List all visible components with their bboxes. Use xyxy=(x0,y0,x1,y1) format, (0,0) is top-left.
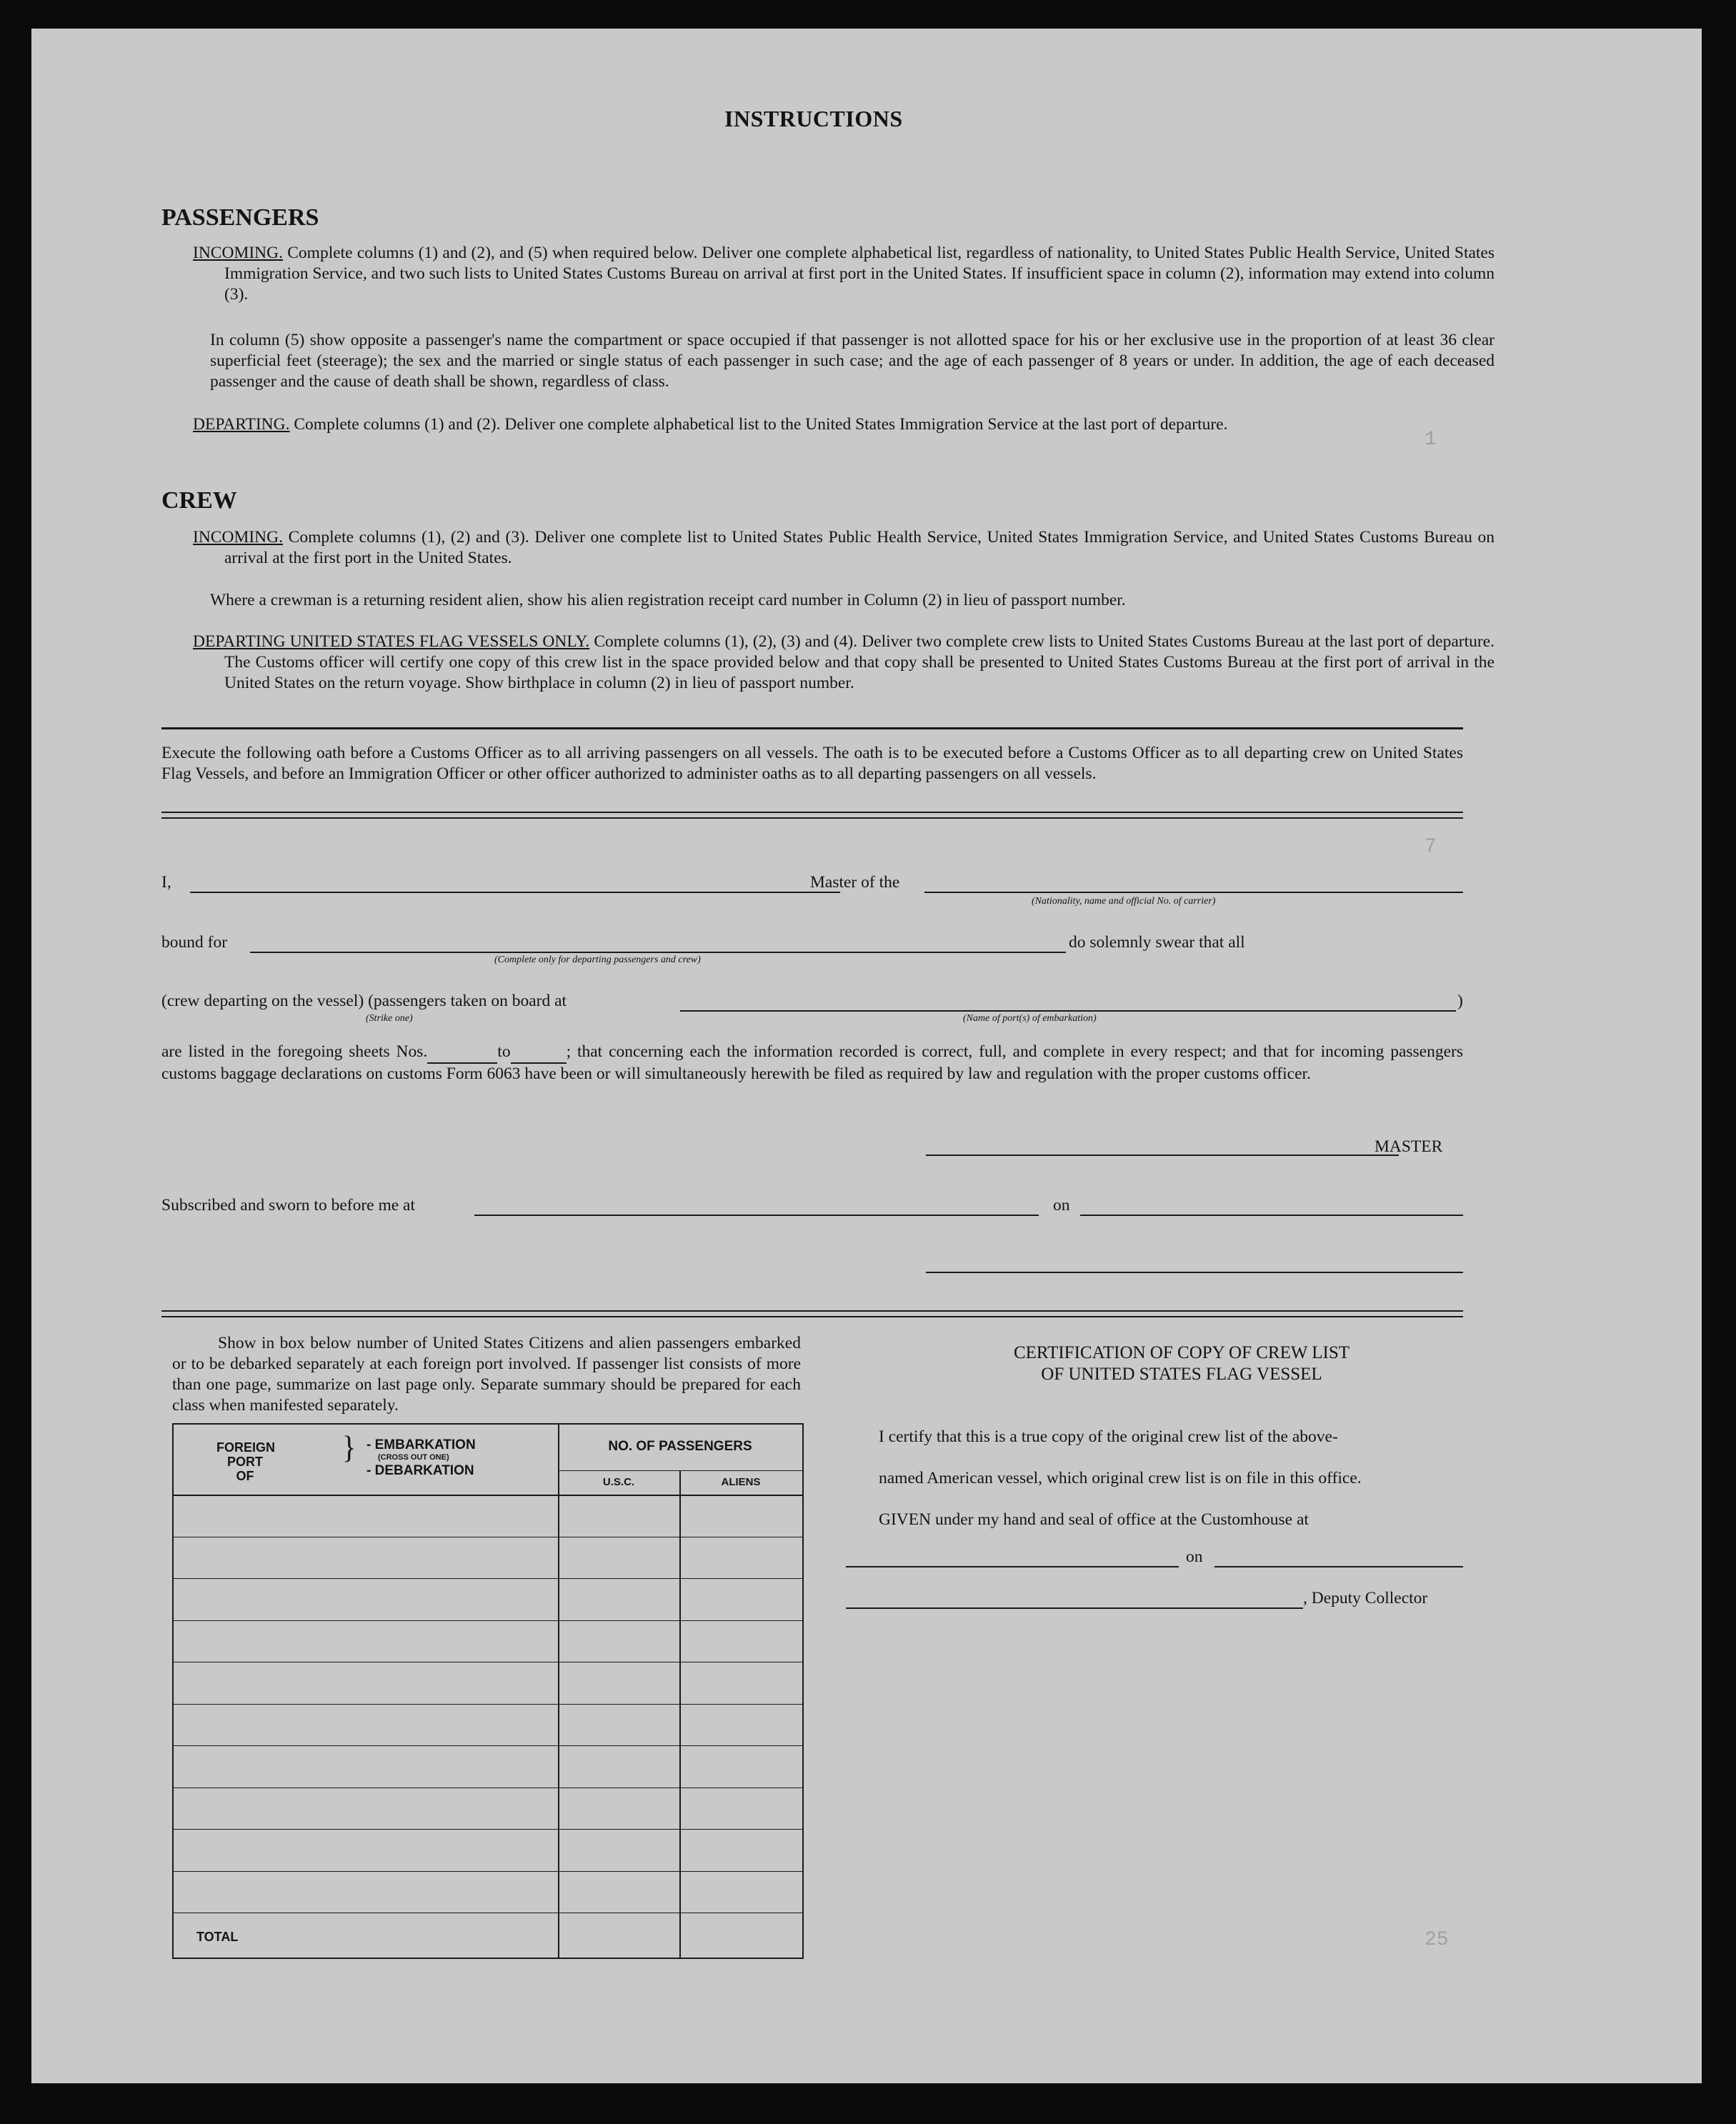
passengers-incoming-text: Complete columns (1) and (2), and (5) when required below. Deliver one complete alphabetical list, regardless of nationality, to United States Public Health Service, United States Immigration Service, and two such lists to United States Customs Bureau on arrival at first port in the United States. If insufficient space in column (2), information may extend into column (3). xyxy=(224,244,1495,304)
passengers-column5: In column (5) show opposite a passenger's name the compartment or space occupied if that passenger is not allotted space for his or her exclusive use in the proportion of at least 36 clear superficial feet (steerage); the sex and the married or single status of each passenger in such case; and the age of each passenger of 8 years or under. In addition, the age of each deceased passenger and the cause of death shall be shown, regardless of class. xyxy=(210,331,1495,391)
officer-signature-field[interactable] xyxy=(926,1272,1463,1273)
crew-heading: CREW xyxy=(161,487,237,514)
master-name-field[interactable] xyxy=(190,892,840,893)
crew-passengers-text: (crew departing on the vessel) (passengers taken on board at xyxy=(161,992,567,1010)
hdr-debarkation: - DEBARKATION xyxy=(366,1463,474,1478)
close-paren: ) xyxy=(1457,992,1463,1010)
cert-heading-2: OF UNITED STATES FLAG VESSEL xyxy=(1041,1365,1322,1384)
table-cell-usc[interactable] xyxy=(558,1662,679,1704)
complete-only-caption: (Complete only for departing passengers and crew) xyxy=(494,954,701,965)
hdr-usc: U.S.C. xyxy=(602,1476,635,1488)
table-cell-port[interactable] xyxy=(174,1495,558,1537)
summary-instructions: Show in box below number of United States Citizens and alien passengers embarked or to be debarked separately at each foreign port involved. If passenger list consists of more than one page, summarize on last page only. Separate summary should be prepared for each class when manifested separately. xyxy=(172,1334,801,1415)
deputy-collector-label: , Deputy Collector xyxy=(1303,1589,1428,1607)
crew-departing-text: Complete columns (1), (2), (3) and (4). Deliver two complete crew lists to United States Customs Bureau at the last port of departure. The Customs officer will certify one copy of this crew list in the space provided below and that copy shall be presented to United States Customs Bureau at the first port of arrival in the United States on the return voyage. Show birthplace in column (2) in lieu of passport number. xyxy=(224,632,1495,692)
crew-departing xyxy=(193,632,1495,694)
sheet-to-field[interactable] xyxy=(511,1042,567,1064)
cert-certify-2: named American vessel, which original crew list is on file in this office. xyxy=(879,1469,1362,1487)
passengers-departing xyxy=(193,414,1495,435)
subheader-rule xyxy=(558,1470,802,1471)
hdr-port: PORT xyxy=(226,1455,263,1469)
crew-resident: Where a crewman is a returning resident alien, show his alien registration receipt card number in Column (2) in lieu of passport number. xyxy=(210,591,1126,609)
subscribed-label: Subscribed and sworn to before me at xyxy=(161,1196,416,1215)
table-cell-aliens[interactable] xyxy=(679,1620,802,1662)
table-cell-usc[interactable] xyxy=(558,1620,679,1662)
table-cell-aliens[interactable] xyxy=(679,1495,802,1537)
strike-one-caption: (Strike one) xyxy=(366,1013,413,1024)
master-label: MASTER xyxy=(1375,1137,1443,1156)
crew-incoming-label: INCOMING. xyxy=(193,528,283,547)
ports-caption: (Name of port(s) of embarkation) xyxy=(963,1013,1097,1024)
table-cell-port[interactable] xyxy=(174,1662,558,1704)
cert-given: GIVEN under my hand and seal of office at the Customhouse at xyxy=(879,1510,1309,1529)
oath-i-label: I, xyxy=(161,873,171,892)
sworn-date-field[interactable] xyxy=(1080,1215,1463,1216)
bound-for-label: bound for xyxy=(161,933,228,952)
cert-certify-1: I certify that this is a true copy of the original crew list of the above- xyxy=(879,1427,1338,1446)
cert-heading-1: CERTIFICATION OF COPY OF CREW LIST xyxy=(1013,1343,1350,1362)
hdr-foreign: FOREIGN xyxy=(216,1440,276,1455)
table-cell-port[interactable] xyxy=(174,1871,558,1913)
table-cell-aliens[interactable] xyxy=(679,1704,802,1746)
table-cell-aliens[interactable] xyxy=(679,1662,802,1704)
bound-for-field[interactable] xyxy=(250,952,1066,953)
bleedthrough-mark: 25 xyxy=(1425,1929,1449,1951)
hdr-cross-out-one: (CROSS OUT ONE) xyxy=(378,1453,449,1462)
carrier-caption: (Nationality, name and official No. of carrier) xyxy=(1032,896,1216,907)
table-cell-usc[interactable] xyxy=(558,1704,679,1746)
table-cell-usc[interactable] xyxy=(558,1745,679,1788)
table-cell-aliens[interactable] xyxy=(679,1537,802,1579)
passengers-departing-text: Complete columns (1) and (2). Deliver one complete alphabetical list to the United States Immigration Service at the last port of departure. xyxy=(294,415,1228,434)
passengers-heading: PASSENGERS xyxy=(161,204,319,231)
bleedthrough-mark: 7 xyxy=(1425,836,1437,858)
double-divider xyxy=(161,812,1463,819)
crew-incoming-text: Complete columns (1), (2) and (3). Deliver one complete list to United States Public Health Service, United States Immigration Service, and United States Customs Bureau on arrival at the first port in the United States. xyxy=(224,528,1495,567)
passenger-summary-table xyxy=(172,1423,804,1959)
table-cell-port[interactable] xyxy=(174,1578,558,1620)
table-cell-usc[interactable] xyxy=(558,1913,679,1955)
page-title: INSTRUCTIONS xyxy=(724,106,903,131)
embarkation-port-field[interactable] xyxy=(680,1010,1456,1012)
master-of-the-label: Master of the xyxy=(810,873,900,892)
brace-icon: } xyxy=(342,1429,356,1465)
double-divider-2 xyxy=(161,1310,1463,1317)
table-cell-aliens[interactable] xyxy=(679,1829,802,1871)
table-cell-aliens[interactable] xyxy=(679,1788,802,1830)
table-cell-aliens[interactable] xyxy=(679,1871,802,1913)
table-cell-usc[interactable] xyxy=(558,1829,679,1871)
listed-a: are listed in the foregoing sheets Nos. xyxy=(161,1042,428,1061)
master-signature-field[interactable] xyxy=(926,1155,1399,1156)
table-cell-usc[interactable] xyxy=(558,1537,679,1579)
table-cell-usc[interactable] xyxy=(558,1788,679,1830)
listed-sheets-text xyxy=(161,1042,1463,1085)
passengers-incoming xyxy=(193,243,1495,305)
hdr-embarkation: - EMBARKATION xyxy=(366,1437,476,1452)
bleedthrough-mark: 1 xyxy=(1425,429,1437,451)
table-cell-usc[interactable] xyxy=(558,1871,679,1913)
table-cell-usc[interactable] xyxy=(558,1495,679,1537)
sheet-from-field[interactable] xyxy=(427,1042,497,1064)
listed-b: ; that concerning each the information recorded is correct, full, and complete in every respect; and that for incoming passengers customs baggage declarations on customs Form 6063 have been or will simultaneously herewith be filed as required by law and regulation with the proper customs officer. xyxy=(161,1042,1464,1083)
sworn-on-label: on xyxy=(1053,1196,1070,1215)
cert-on-label: on xyxy=(1186,1547,1203,1566)
cert-date-field[interactable] xyxy=(1214,1566,1463,1567)
table-cell-aliens[interactable] xyxy=(679,1913,802,1955)
table-cell-port[interactable] xyxy=(174,1788,558,1830)
table-cell-port[interactable] xyxy=(174,1620,558,1662)
divider xyxy=(161,727,1463,729)
total-label: TOTAL xyxy=(196,1930,239,1944)
table-cell-aliens[interactable] xyxy=(679,1745,802,1788)
foreign-port-of xyxy=(216,1440,274,1483)
table-cell-port[interactable] xyxy=(174,1537,558,1579)
oath-intro: Execute the following oath before a Customs Officer as to all arriving passengers on all vessels. The oath is to be executed before a Customs Officer as to all departing crew on United States Flag Vessels, and before an Immigration Officer or other officer authorized to administer oaths as to all departing passengers on all vessels. xyxy=(161,744,1463,783)
customhouse-field[interactable] xyxy=(846,1566,1179,1567)
crew-departing-label: DEPARTING UNITED STATES FLAG VESSELS ONLY. xyxy=(193,632,590,651)
table-cell-port[interactable] xyxy=(174,1829,558,1871)
passengers-incoming-label: INCOMING. xyxy=(193,244,283,262)
hdr-aliens: ALIENS xyxy=(721,1476,761,1488)
deputy-signature-field[interactable] xyxy=(846,1607,1303,1609)
carrier-field[interactable] xyxy=(924,892,1463,893)
sworn-place-field[interactable] xyxy=(474,1215,1039,1216)
table-cell-port[interactable] xyxy=(174,1704,558,1746)
table-cell-aliens[interactable] xyxy=(679,1578,802,1620)
form-page xyxy=(31,29,1702,2083)
listed-to: to xyxy=(497,1042,511,1061)
table-cell-port[interactable] xyxy=(174,1745,558,1788)
hdr-of: OF xyxy=(236,1469,254,1483)
hdr-no-of-passengers: NO. OF PASSENGERS xyxy=(608,1439,752,1454)
passengers-departing-label: DEPARTING. xyxy=(193,415,290,434)
table-cell-usc[interactable] xyxy=(558,1578,679,1620)
solemnly-swear-text: do solemnly swear that all xyxy=(1069,933,1245,952)
crew-incoming xyxy=(193,527,1495,569)
